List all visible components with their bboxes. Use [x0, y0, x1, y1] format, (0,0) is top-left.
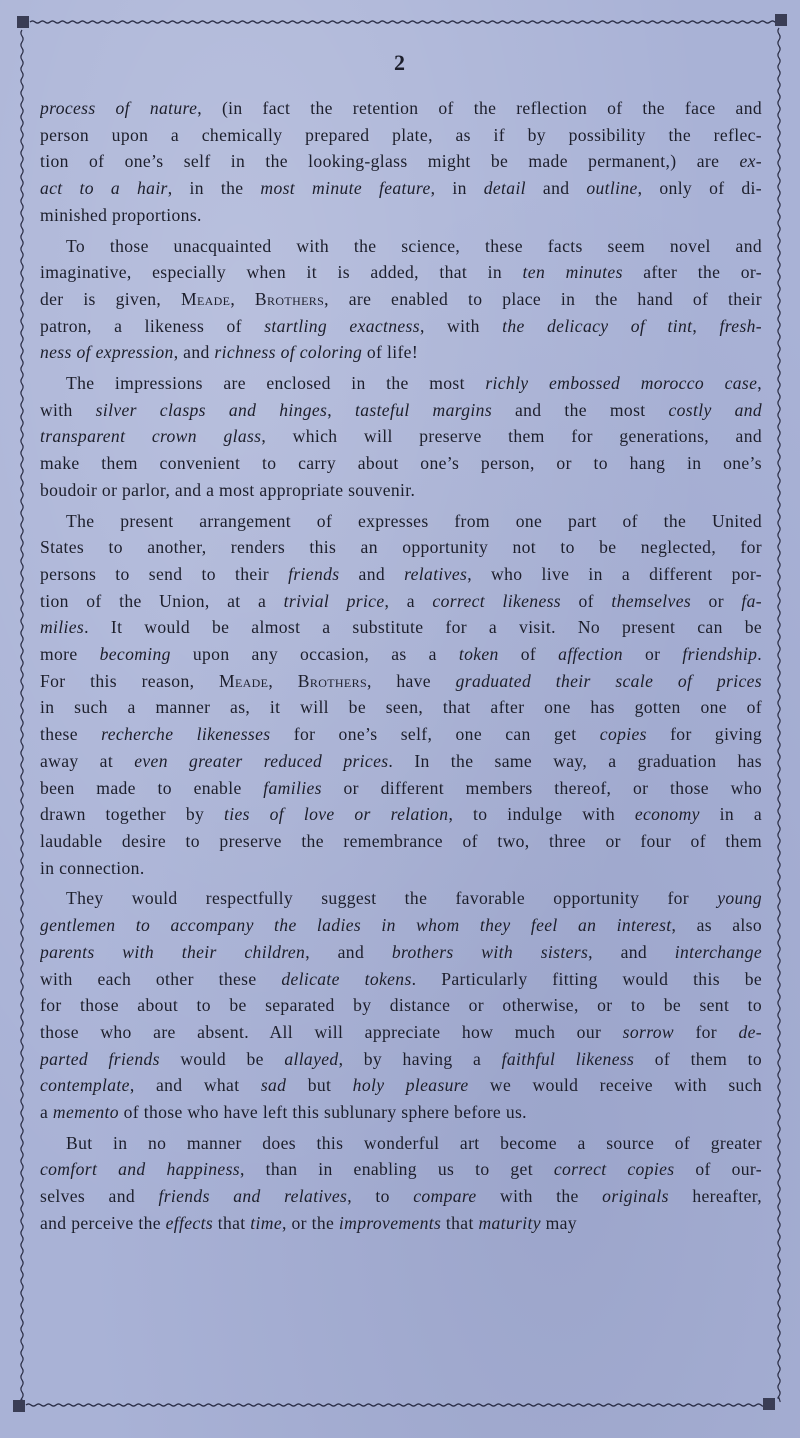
text-line: They would respectfully suggest the favorable opportunity for young	[66, 888, 762, 909]
border-bottom	[26, 1404, 764, 1406]
text-line: away at even greater reduced prices. In the same way, a graduation has	[40, 750, 762, 771]
text-line: in such a manner as, it will be seen, that after one has gotten one of	[40, 697, 762, 718]
text-line: comfort and happiness, than in enabling us to get correct copies of our-	[40, 1159, 762, 1180]
text-line: more becoming upon any occasion, as a token of affection or friendship.	[40, 644, 762, 665]
text-line: der is given, Meade, Brothers, are enabled to place in the hand of their	[40, 288, 762, 309]
corner-ornament-top-left	[17, 16, 29, 28]
text-line: milies. It would be almost a substitute for a visit. No present can be	[40, 617, 762, 638]
text-line: parted friends would be allayed, by having a faithful likeness of them to	[40, 1048, 762, 1069]
paragraph	[40, 508, 762, 882]
text-line: For this reason, Meade, Brothers, have graduated their scale of prices	[40, 670, 762, 691]
text-line: make them convenient to carry about one’s person, or to hang in one’s	[40, 453, 762, 474]
corner-ornament-bottom-left	[13, 1400, 25, 1412]
paragraph	[40, 370, 762, 504]
border-right	[778, 28, 780, 1402]
text-line: The impressions are enclosed in the most richly embossed morocco case,	[66, 373, 762, 394]
text-line: But in no manner does this wonderful art become a source of greater	[66, 1132, 762, 1153]
text-line: To those unacquainted with the science, these facts seem novel and	[66, 235, 762, 256]
text-line: laudable desire to preserve the remembrance of two, three or four of them	[40, 830, 762, 851]
paragraph	[40, 1130, 762, 1237]
text-line: act to a hair, in the most minute feature, in detail and outline, only of di-	[40, 178, 762, 199]
text-line: gentlemen to accompany the ladies in whom they feel an interest, as also	[40, 915, 762, 936]
text-line: boudoir or parlor, and a most appropriate souvenir.	[40, 479, 416, 500]
paragraph	[40, 885, 762, 1125]
text-line: with each other these delicate tokens. Particularly fitting would this be	[40, 968, 762, 989]
text-line: parents with their children, and brothers with sisters, and interchange	[40, 941, 762, 962]
corner-ornament-bottom-right	[763, 1398, 775, 1410]
text-line: tion of the Union, at a trivial price, a correct likeness of themselves or fa-	[40, 590, 762, 611]
text-line: with silver clasps and hinges, tasteful margins and the most costly and	[40, 399, 762, 420]
text-line: process of nature, (in fact the retention of the reflection of the face and	[40, 98, 762, 118]
text-line: person upon a chemically prepared plate, as if by possibility the reflec-	[40, 124, 762, 145]
text-line: contemplate, and what sad but holy pleasure we would receive with such	[40, 1075, 762, 1096]
text-line: a memento of those who have left this sublunary sphere before us.	[40, 1102, 527, 1123]
text-line: and perceive the effects that time, or the improvements that maturity may	[40, 1212, 577, 1233]
text-line: persons to send to their friends and relatives, who live in a different por-	[40, 563, 762, 584]
text-line: patron, a likeness of startling exactness, with the delicacy of tint, fresh-	[40, 315, 762, 336]
text-line: these recherche likenesses for one’s self, one can get copies for giving	[40, 724, 762, 745]
text-line: those who are absent. All will appreciate how much our sorrow for de-	[40, 1021, 762, 1042]
paragraph	[40, 233, 762, 367]
border-left	[21, 30, 23, 1404]
text-line: in connection.	[40, 857, 145, 878]
border-top	[30, 21, 776, 23]
page-number: 2	[394, 50, 406, 75]
body-text	[40, 95, 762, 1237]
text-line: ness of expression, and richness of coloring of life!	[40, 342, 419, 363]
paragraph	[40, 95, 762, 229]
text-line: The present arrangement of expresses from one part of the United	[66, 510, 762, 531]
text-line: minished proportions.	[40, 204, 202, 225]
text-line: States to another, renders this an opportunity not to be neglected, for	[40, 537, 762, 558]
text-line: selves and friends and relatives, to compare with the originals hereafter,	[40, 1186, 762, 1207]
text-line: been made to enable families or different members thereof, or those who	[40, 777, 762, 798]
text-line: imaginative, especially when it is added, that in ten minutes after the or-	[40, 262, 762, 283]
corner-ornament-top-right	[775, 14, 787, 26]
text-line: for those about to be separated by distance or otherwise, or to be sent to	[40, 995, 762, 1016]
text-line: tion of one’s self in the looking-glass might be made permanent,) are ex-	[40, 151, 762, 172]
text-line: transparent crown glass, which will preserve them for generations, and	[40, 426, 762, 447]
text-line: drawn together by ties of love or relation, to indulge with economy in a	[40, 804, 762, 825]
